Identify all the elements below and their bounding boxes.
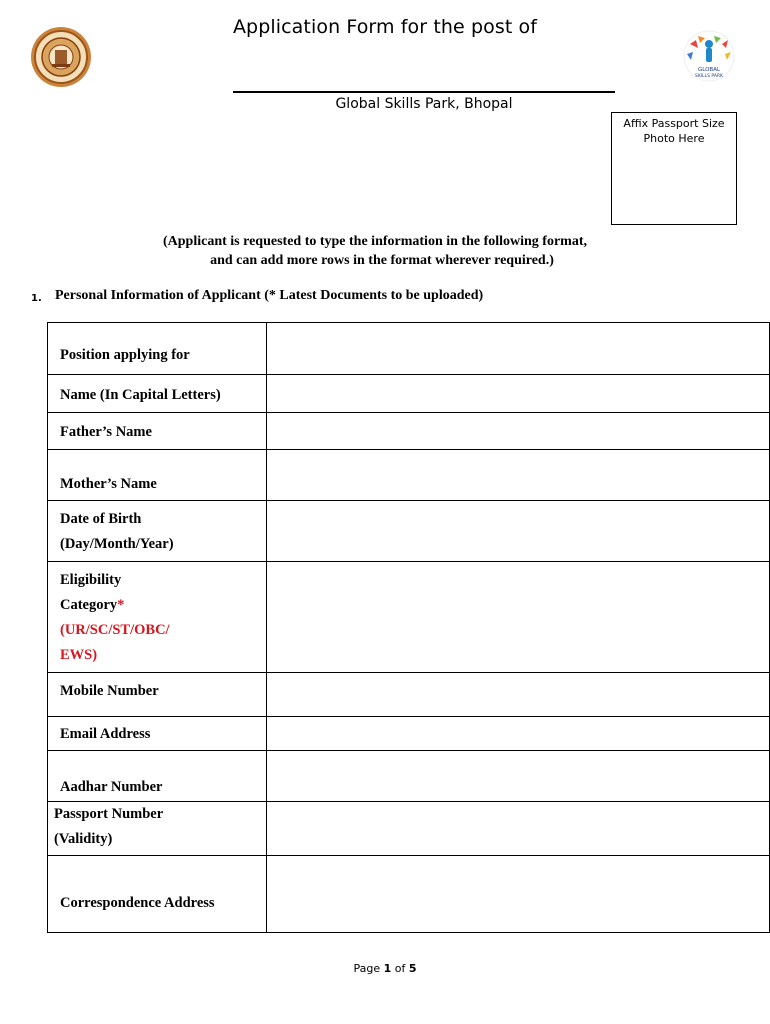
personal-info-table (47, 322, 770, 933)
correspondence-address-field[interactable] (266, 856, 769, 933)
page-total: 5 (408, 962, 417, 975)
section-number: 1. (31, 293, 42, 304)
table-row (48, 375, 770, 413)
row-label: Email Address (48, 717, 267, 751)
instructions-line1: (Applicant is requested to type the information in the following format, (163, 234, 587, 249)
table-row (48, 501, 770, 562)
section-title: Personal Information of Applicant (* Latest Documents to be uploaded) (55, 288, 484, 303)
email-address-field[interactable] (266, 717, 769, 751)
mobile-number-field[interactable] (266, 673, 769, 717)
organisation-name: Global Skills Park, Bhopal (335, 96, 513, 112)
table-row (48, 673, 770, 717)
fathers-name-field[interactable] (266, 413, 769, 450)
position-field[interactable] (266, 323, 769, 375)
table-row (48, 450, 770, 501)
row-label: Father’s Name (48, 413, 267, 450)
post-name-blank-line[interactable] (233, 91, 615, 93)
table-row (48, 717, 770, 751)
photo-box-line1: Affix Passport Size (623, 117, 725, 130)
eligibility-category-field[interactable] (266, 562, 769, 673)
passport-photo-box[interactable] (611, 112, 737, 225)
table-row (48, 751, 770, 802)
row-label: Correspondence Address (48, 856, 267, 933)
table-row (48, 323, 770, 375)
table-row (48, 562, 770, 673)
instructions-line2: and can add more rows in the format wherever required.) (210, 253, 554, 268)
photo-box-line2: Photo Here (643, 132, 705, 145)
row-label: Mother’s Name (48, 450, 267, 501)
passport-number-field[interactable] (266, 802, 769, 856)
row-label: Eligibility Category* (UR/SC/ST/OBC/ EWS) (48, 562, 267, 673)
page-number: 1 (383, 962, 392, 975)
date-of-birth-field[interactable] (266, 501, 769, 562)
name-field[interactable] (266, 375, 769, 413)
required-asterisk: * (117, 597, 125, 613)
logo-text-line1: GLOBAL (697, 67, 721, 73)
table-row (48, 856, 770, 933)
instructions (100, 232, 650, 270)
row-label: Position applying for (48, 323, 267, 375)
row-label: Name (In Capital Letters) (48, 375, 267, 413)
row-label: Mobile Number (48, 673, 267, 717)
mothers-name-field[interactable] (266, 450, 769, 501)
row-label: Date of Birth (Day/Month/Year) (48, 501, 267, 562)
aadhar-number-field[interactable] (266, 751, 769, 802)
row-label: Aadhar Number (48, 751, 267, 802)
table-row (48, 802, 770, 856)
table-row (48, 413, 770, 450)
row-label: Passport Number (Validity) (48, 802, 267, 856)
logo-text-line2: SKILLS PARK (694, 74, 724, 79)
form-title: Application Form for the post of (232, 16, 538, 38)
global-skills-park-logo (676, 30, 742, 88)
page-footer: Page 1 of 5 (353, 962, 417, 975)
